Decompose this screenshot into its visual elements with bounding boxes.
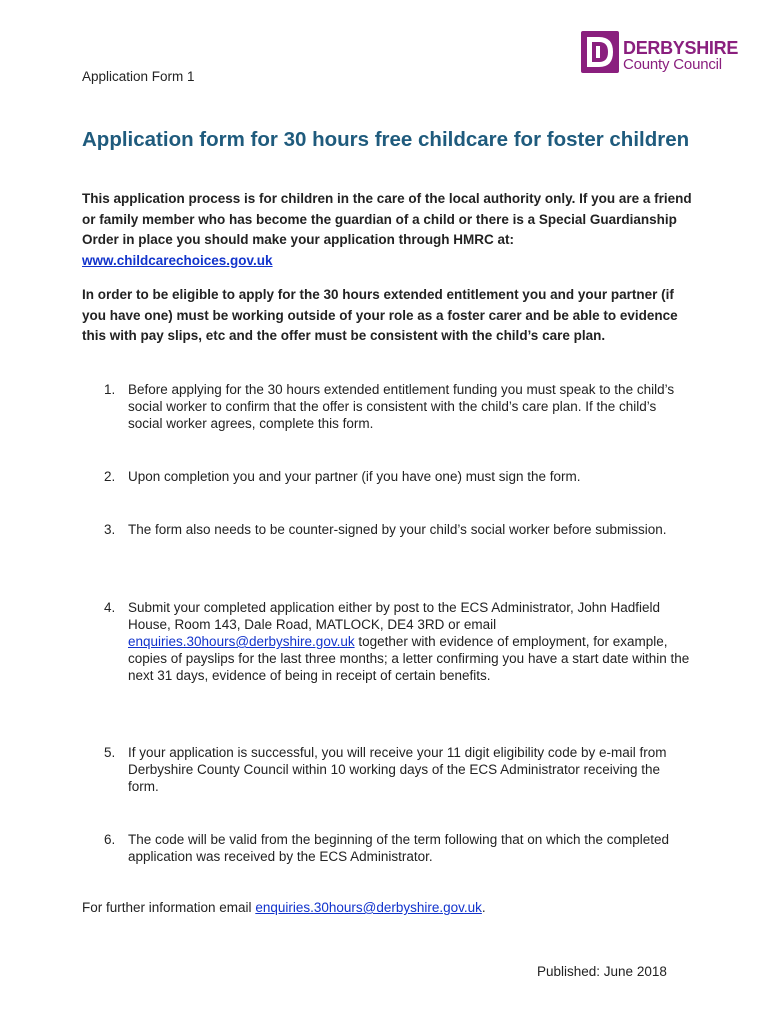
eligibility-paragraph: In order to be eligible to apply for the 30 hours extended entitlement you and your partner (if you have one) must be working outside of your role as a foster carer and be able to evidence this with pay slips, etc and the offer must be consistent with the child’s care plan. bbox=[82, 287, 678, 343]
step4-text-after: together with evidence of employment, for example, copies of payslips for the last three months; a letter confirming you have a start date within the next 31 days, evidence of being in receipt of certain benefits. bbox=[128, 634, 690, 683]
list-item-number: 4. bbox=[104, 600, 116, 615]
list-item-number: 1. bbox=[104, 382, 116, 397]
logo-text-line2: County Council bbox=[623, 56, 722, 73]
further-information-text: For further information email bbox=[82, 900, 256, 915]
enquiries-email-link[interactable]: enquiries.30hours@derbyshire.gov.uk bbox=[128, 634, 355, 649]
page-title: Application form for 30 hours free childcare for foster children bbox=[82, 128, 690, 151]
intro-paragraph-text: This application process is for children in the care of the local authority only. If you are a friend or family member who has become the guardian of a child or there is a Special Guardianship Order in place you should make your application through HMRC at: bbox=[82, 191, 692, 247]
further-information bbox=[82, 900, 486, 915]
published-date: Published: June 2018 bbox=[537, 964, 667, 979]
further-info-email-link[interactable]: enquiries.30hours@derbyshire.gov.uk bbox=[255, 900, 482, 915]
list-item-text: If your application is successful, you will receive your 11 digit eligibility code by e-mail from Derbyshire County Council within 10 working days of the ECS Administrator receiving the form. bbox=[128, 745, 667, 794]
list-item-text: Before applying for the 30 hours extended entitlement funding you must speak to the child’s social worker to confirm that the offer is consistent with the child’s care plan. If the child’s social worker agrees, complete this form. bbox=[128, 382, 675, 431]
logo-text-line1: DERBYSHIRE bbox=[623, 38, 739, 58]
derbyshire-logo-icon bbox=[580, 30, 620, 74]
list-item-text: The code will be valid from the beginning of the term following that on which the completed application was received by the ECS Administrator. bbox=[128, 832, 670, 864]
list-item-number: 5. bbox=[104, 745, 116, 760]
list-item-number: 2. bbox=[104, 469, 116, 484]
derbyshire-logo bbox=[580, 30, 740, 74]
intro-paragraph bbox=[82, 189, 692, 271]
list-item-text bbox=[128, 599, 690, 684]
childcare-choices-link[interactable]: www.childcarechoices.gov.uk bbox=[82, 252, 273, 268]
further-information-end: . bbox=[481, 900, 486, 915]
form-label: Application Form 1 bbox=[82, 69, 195, 84]
list-item-text: The form also needs to be counter-signed by your child’s social worker before submission. bbox=[128, 522, 667, 537]
list-item-number: 3. bbox=[104, 522, 116, 537]
list-item-number: 6. bbox=[104, 832, 116, 847]
step4-text-before: Submit your completed application either by post to the ECS Administrator, John Hadfield House, Room 143, Dale Road, MATLOCK, DE4 3RD or email bbox=[128, 600, 661, 632]
list-item-text: Upon completion you and your partner (if you have one) must sign the form. bbox=[128, 469, 581, 484]
